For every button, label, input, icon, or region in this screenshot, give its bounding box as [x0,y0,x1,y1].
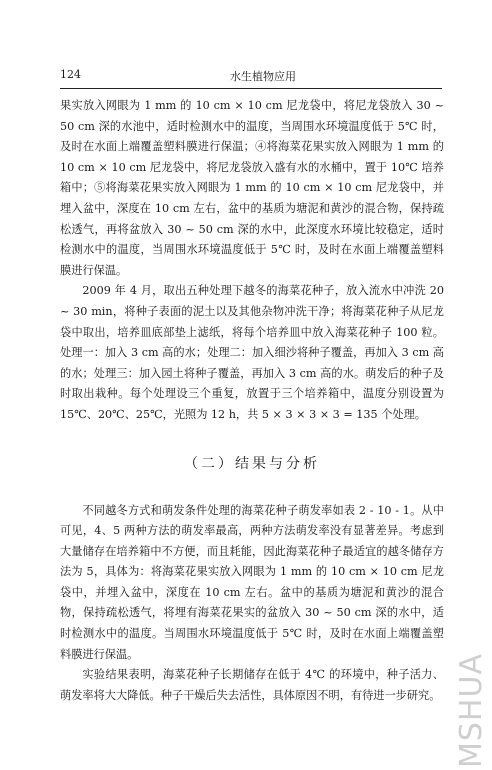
header-rule [60,88,442,89]
running-title: 水生植物应用 [230,70,296,83]
page-header [60,64,440,86]
page-body [60,96,444,706]
paragraph-1: 果实放入网眼为 1 mm 的 10 cm × 10 cm 尼龙袋中，将尼龙袋放入 30 ~ 50 cm 深的水池中，适时检测水中的温度，当周围水环境温度低于 5℃ 时，及时在水面上端覆盖塑料膜进行保温；④将海菜花果实放入网眼为 1 mm 的 10 cm × 10 cm 尼龙袋中，将尼龙袋放入盛有水的水桶中，置于 10℃ 培养箱中；⑤将海菜花果实放入网眼为 1 mm 的 10 cm × 10 cm 尼龙袋中，并埋入盆中，深度在 10 cm 左右，盆中的基质为塘泥和黄沙的混合物，保持疏松透气，再将盆放入 30 ~ 50 cm 深的水中，此深度水环境比较稳定，适时检测水中的温度，当周围水环境温度低于 5℃ 时，及时在水面上端覆盖塑料膜进行保温。 [60,99,444,277]
page-number: 124 [60,68,81,81]
paragraph-4: 实验结果表明，海菜花种子长期储存在低于 4℃ 的环境中，种子活力、萌发率将大大降低。种子干燥后失去活性，具体原因不明，有待进一步研究。 [60,668,444,702]
section-heading: （二）结果与分析 [184,455,320,472]
paragraph-3: 不同越冬方式和萌发条件处理的海菜花种子萌发率如表 2 - 10 - 1。从中可见，4、5 两种方法的萌发率最高，两种方法萌发率没有显著差异。考虑到大量储存在培养箱中不方便，而且耗能，因此海菜花种子最适宜的越冬储存方法为 5，具体为：将海菜花果实放入网眼为 1 mm 的 10 cm × 10 cm 尼龙袋中，并埋入盆中，深度在 10 cm 左右。盆中的基质为塘泥和黄沙的混合物，保持疏松透气，将埋有海菜花果实的盆放入 30 ~ 50 cm 深的水中，适时检测水中的温度。当周围水环境温度低于 5℃ 时，及时在水面上端覆盖塑料膜进行保温。 [60,503,444,661]
paragraph-2: 2009 年 4 月，取出五种处理下越冬的海菜花种子，放入流水中冲洗 20 ~ 30 min，将种子表面的泥土以及其他杂物冲洗干净；将海菜花种子从尼龙袋中取出，培养皿底部垫上滤纸，将每个培养皿中放入海菜花种子 100 粒。处理一：加入 3 cm 高的水；处理二：加入细沙将种子覆盖，再加入 3 cm 高的水；处理三：加入园土将种子覆盖，再加入 3 cm 高的水。萌发后的种子及时取出栽种。每个处理设三个重复，放置于三个培养箱中，温度分别设置为 15℃、20℃、25℃，光照为 12 h，共 5 × 3 × 3 × 3 = 135 个处理。 [60,284,444,421]
watermark-text: MSHUA [454,653,489,768]
